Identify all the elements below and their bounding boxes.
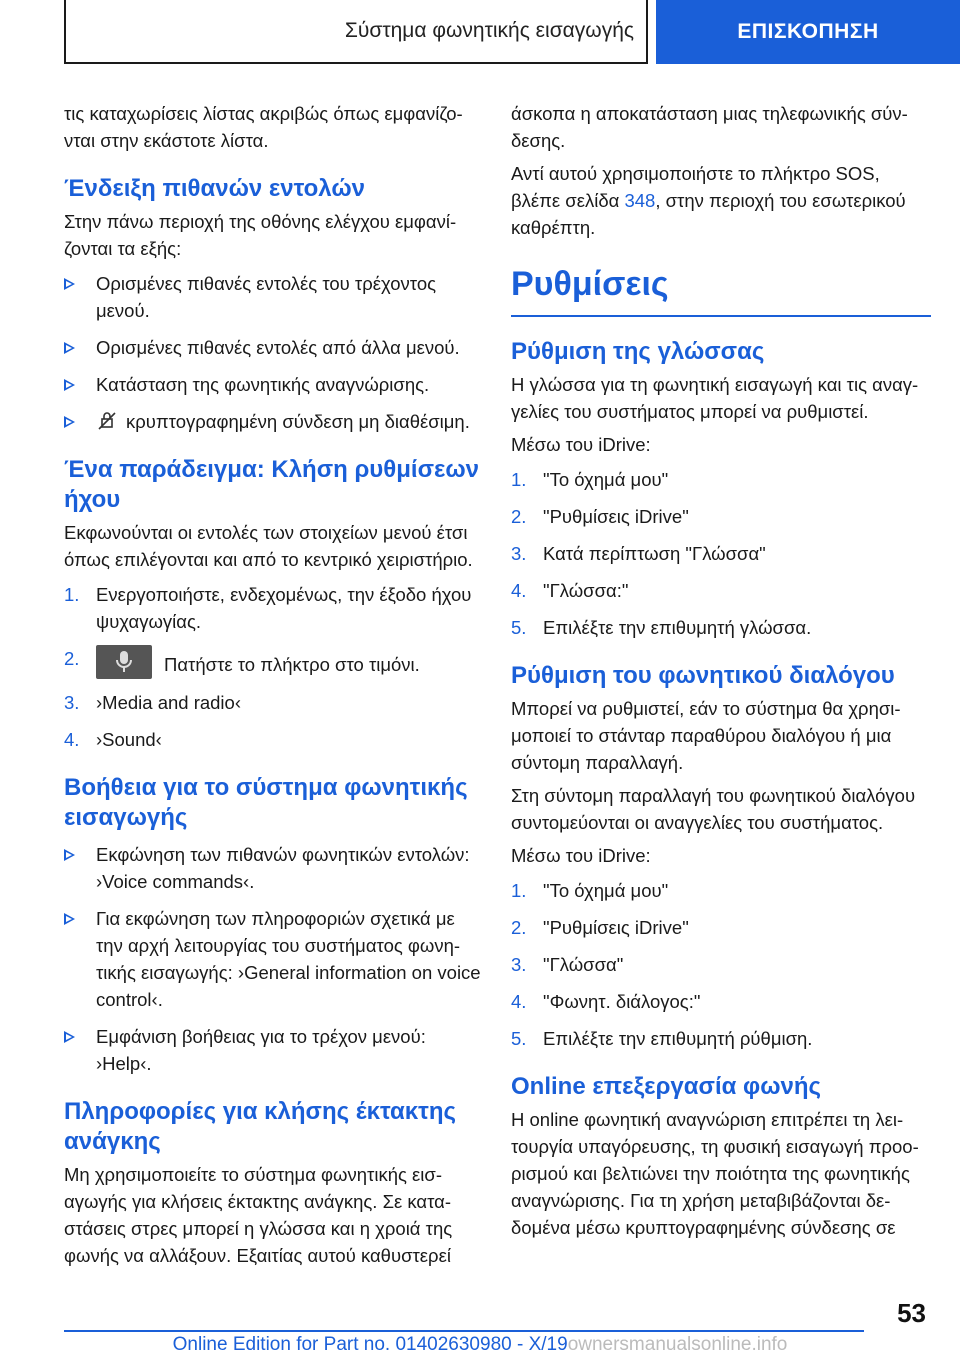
left-column [64, 100, 484, 1275]
triangle-bullet-icon [64, 1031, 75, 1043]
intro-text: τις καταχωρίσεις λίστας ακριβώς όπως εμφανίζο-νται στην εκάστοτε λίστα. [64, 103, 463, 151]
list-item: Ορισμένες πιθανές εντολές του τρέχοντος μενού. [64, 270, 484, 324]
example-steps [64, 581, 484, 753]
language-steps [511, 466, 931, 641]
list-item: 5. Επιλέξτε την επιθυμητή ρύθμιση. [511, 1028, 813, 1049]
heading-commands: Ένδειξη πιθανών εντολών [64, 175, 365, 202]
list-item: 1. "Το όχημά μου" [511, 880, 669, 901]
triangle-bullet-icon [64, 849, 75, 861]
list-item: Εκφώνηση των πιθανών φωνητικών εντολών: ›Voice commands‹. [64, 841, 484, 895]
list-item: 2. Πατήστε το πλήκτρο στο τιμόνι. [64, 645, 484, 679]
list-item: 3. "Γλώσσα" [511, 954, 624, 975]
heading-emergency: Πληροφορίες για κλήσης έκτακτης ανάγκης [64, 1098, 457, 1155]
list-item: 4. "Φωνητ. διάλογος:" [511, 991, 701, 1012]
language-text: Η γλώσσα για τη φωνητική εισαγωγή και τις αναγ-γελίες του συστήματος μπορεί να ρυθμιστεί. [511, 374, 919, 422]
encryption-unavailable-icon [96, 411, 118, 431]
list-item: 4. ›Sound‹ [64, 729, 162, 750]
list-item: Εμφάνιση βοήθειας για το τρέχον μενού: ›Help‹. [64, 1023, 484, 1077]
watermark: ownersmanualsonline.info [567, 1334, 788, 1355]
dialog-text-2: Στη σύντομη παραλλαγή του φωνητικού διαλόγου συντομεύονται οι αναγγελίες του συστήματος. [511, 785, 916, 833]
sos-text: Αντί αυτού χρησιμοποιήστε το πλήκτρο SOS, βλέπε σελίδα 348, στην περιοχή του εσωτερικού καθρέπτη. [511, 163, 906, 238]
via-idrive: Μέσω του iDrive: [511, 434, 651, 455]
heading-online: Online επεξεργασία φωνής [511, 1073, 821, 1100]
triangle-bullet-icon [64, 379, 75, 391]
list-item: Κατάσταση της φωνητικής αναγνώρισης. [64, 371, 484, 398]
section-title: ΕΠΙΣΚΟΠΗΣΗ [737, 20, 879, 43]
list-item: 2. "Ρυθμίσεις iDrive" [511, 506, 689, 527]
voice-button-icon [96, 645, 152, 679]
heading-settings: Ρυθμίσεις [511, 263, 931, 317]
chapter-title: Σύστημα φωνητικής εισαγωγής [344, 19, 634, 42]
heading-help: Βοήθεια για το σύστημα φωνητικής εισαγωγής [64, 774, 468, 831]
list-item: 3. ›Media and radio‹ [64, 692, 241, 713]
list-item: 3. Κατά περίπτωση "Γλώσσα" [511, 543, 766, 564]
list-item: 2. "Ρυθμίσεις iDrive" [511, 917, 689, 938]
triangle-bullet-icon [64, 913, 75, 925]
triangle-bullet-icon [64, 278, 75, 290]
list-item: Ορισμένες πιθανές εντολές από άλλα μενού. [64, 334, 484, 361]
triangle-bullet-icon [64, 342, 75, 354]
list-item: 1. Ενεργοποιήστε, ενδεχομένως, την έξοδο ήχου ψυχαγωγίας. [64, 584, 472, 632]
continued-text: άσκοπα η αποκατάσταση μιας τηλεφωνικής σύν-δεσης. [511, 103, 908, 151]
list-item: 1. "Το όχημά μου" [511, 469, 669, 490]
heading-language: Ρύθμιση της γλώσσας [511, 338, 765, 365]
heading-example: Ένα παράδειγμα: Κλήση ρυθμίσεων ήχου [64, 456, 480, 513]
header-chapter [64, 0, 648, 64]
list-item: 5. Επιλέξτε την επιθυμητή γλώσσα. [511, 617, 812, 638]
footer-edition: Online Edition for Part no. 01402630980 - X/19ownersmanualsonline.info [172, 1334, 788, 1355]
list-item: 4. "Γλώσσα:" [511, 580, 629, 601]
example-text: Εκφωνούνται οι εντολές των στοιχείων μενού έτσι όπως επιλέγονται και από το κεντρικό χειριστήριο. [64, 522, 473, 570]
dialog-steps [511, 877, 931, 1052]
right-column [511, 100, 931, 1247]
page-number: 53 [897, 1298, 926, 1328]
footer-divider [64, 1330, 864, 1332]
commands-list [64, 270, 484, 435]
list-item: κρυπτογραφημένη σύνδεση μη διαθέσιμη. [64, 408, 484, 435]
list-item: Για εκφώνηση των πληροφοριών σχετικά με την αρχή λειτουργίας του συστήματος φωνη-τικής εισαγωγής: ›General information on voice control‹. [64, 905, 484, 1013]
via-idrive: Μέσω του iDrive: [511, 845, 651, 866]
help-list [64, 841, 484, 1077]
triangle-bullet-icon [64, 416, 75, 428]
heading-dialog: Ρύθμιση του φωνητικού διαλόγου [511, 662, 895, 689]
page-link[interactable]: 348 [624, 190, 656, 211]
online-text: Η online φωνητική αναγνώριση επιτρέπει τη λει-τουργία υπαγόρευσης, τη φυσική εισαγωγή προο-ρισμού και βελτιώνει την ποιότητα της φωνητικής αναγνώρισης. Για τη χρήση μεταβιβάζονται δε-δομένα μέσω κρυπτογραφημένης σύνδεσης σε [511, 1109, 919, 1238]
dialog-text-1: Μπορεί να ρυθμιστεί, εάν το σύστημα θα χρησι-μοποιεί το στάνταρ παραθύρου διαλόγου ή μια σύντομη παραλλαγή. [511, 698, 901, 773]
commands-text: Στην πάνω περιοχή της οθόνης ελέγχου εμφανί-ζονται τα εξής: [64, 211, 457, 259]
header-section [656, 0, 960, 64]
emergency-text: Μη χρησιμοποιείτε το σύστημα φωνητικής εισ-αγωγής για κλήσεις έκτακτης ανάγκης. Σε κατα-στάσεις στρες μπορεί η γλώσσα και η χροιά της φωνής να αλλάξουν. Εξαιτίας αυτού καθυστερεί [64, 1164, 453, 1266]
